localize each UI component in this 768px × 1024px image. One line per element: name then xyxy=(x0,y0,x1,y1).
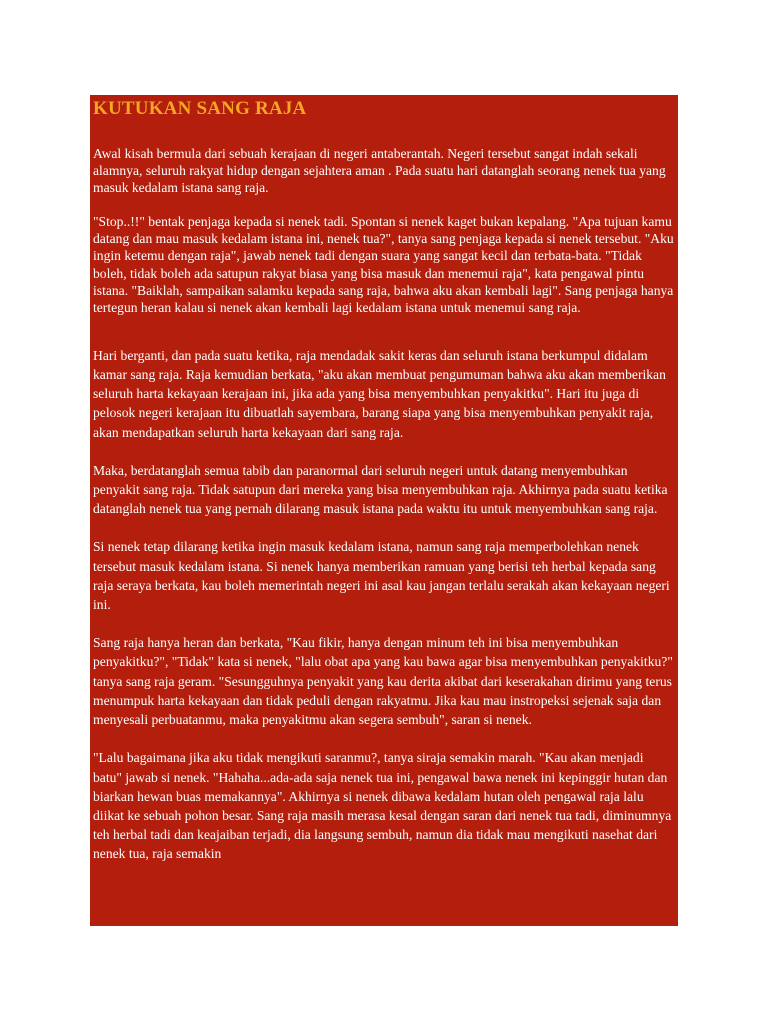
story-title: KUTUKAN SANG RAJA xyxy=(93,98,307,119)
paragraph-6: Sang raja hanya heran dan berkata, "Kau fikir, hanya dengan minum teh ini bisa menyembuhkan penyakitku?", "Tidak" kata si nenek, "lalu obat apa yang kau bawa agar bisa menyembuhkan penyakitku?" tanya sang raja geram. "Sesungguhnya penyakit yang kau derita akibat dari keserakahan dirimu yang terus menumpuk harta kekayaan dan tidak peduli dengan rakyatmu. Jika kau mau instropeksi sejenak saja dan menyesali perbuatanmu, maka penyakitmu akan segera sembuh", saran si nenek. xyxy=(93,635,673,728)
paragraph-5: Si nenek tetap dilarang ketika ingin masuk kedalam istana, namun sang raja memperbolehkan nenek tersebut masuk kedalam istana. Si nenek hanya memberikan ramuan yang berisi teh herbal kepada sang raja seraya berkata, kau boleh memerintah negeri ini asal kau jangan terlalu serakah akan kekayaan negeri ini. xyxy=(93,539,670,613)
paragraph-1: Awal kisah bermula dari sebuah kerajaan di negeri antaberantah. Negeri tersebut sangat indah sekali alamnya, seluruh rakyat hidup dengan sejahtera aman . Pada suatu hari datanglah seorang nenek tua yang masuk kedalam istana sang raja. xyxy=(93,146,666,196)
paragraph-4: Maka, berdatanglah semua tabib dan paranormal dari seluruh negeri untuk datang menyembuhkan penyakit sang raja. Tidak satupun dari mereka yang bisa menyembuhkan raja. Akhirnya pada suatu ketika datanglah nenek tua yang pernah dilarang masuk istana pada waktu itu untuk menyembuhkan sang raja. xyxy=(93,462,668,517)
story-panel xyxy=(90,95,678,926)
paragraph-3: Hari berganti, dan pada suatu ketika, raja mendadak sakit keras dan seluruh istana berkumpul didalam kamar sang raja. Raja kemudian berkata, "aku akan membuat pengumuman bahwa aku akan memberikan seluruh harta kekayaan kerajaan ini, jika ada yang bisa menyembuhkan penyakitku". Hari itu juga di pelosok negeri kerajaan itu dibuatlah sayembara, barang siapa yang bisa menyembuhkan penyakit raja, akan mendapatkan seluruh harta kekayaan dari sang raja. xyxy=(93,347,666,440)
paragraph-7: "Lalu bagaimana jika aku tidak mengikuti saranmu?, tanya siraja semakin marah. "Kau akan menjadi batu" jawab si nenek. "Hahaha...ada-ada saja nenek tua ini, pengawal bawa nenek ini kepinggir hutan dan biarkan hewan buas memakannya". Akhirnya si nenek dibawa kedalam hutan oleh pengawal raja lalu diikat ke sebuah pohon besar. Sang raja masih merasa kesal dengan saran dari nenek tua tadi, diminumnya teh herbal tadi dan keajaiban terjadi, dia langsung sembuh, namun dia tidak mau mengikuti nasehat dari nenek tua, raja semakin xyxy=(93,750,672,862)
paragraph-2: "Stop..!!" bentak penjaga kepada si nenek tadi. Spontan si nenek kaget bukan kepalang. "Apa tujuan kamu datang dan mau masuk kedalam istana ini, nenek tua?", tanya sang penjaga kepada si nenek tersebut. "Aku ingin ketemu dengan raja", jawab nenek tadi dengan suara yang sangat kecil dan terbata-bata. "Tidak boleh, tidak boleh ada satupun rakyat biasa yang bisa masuk dan menemui raja", kata pengawal pintu istana. "Baiklah, sampaikan salamku kepada sang raja, bahwa aku akan kembali lagi". Sang penjaga hanya tertegun heran kalau si nenek akan kembali lagi kedalam istana untuk menemui sang raja. xyxy=(93,214,674,315)
